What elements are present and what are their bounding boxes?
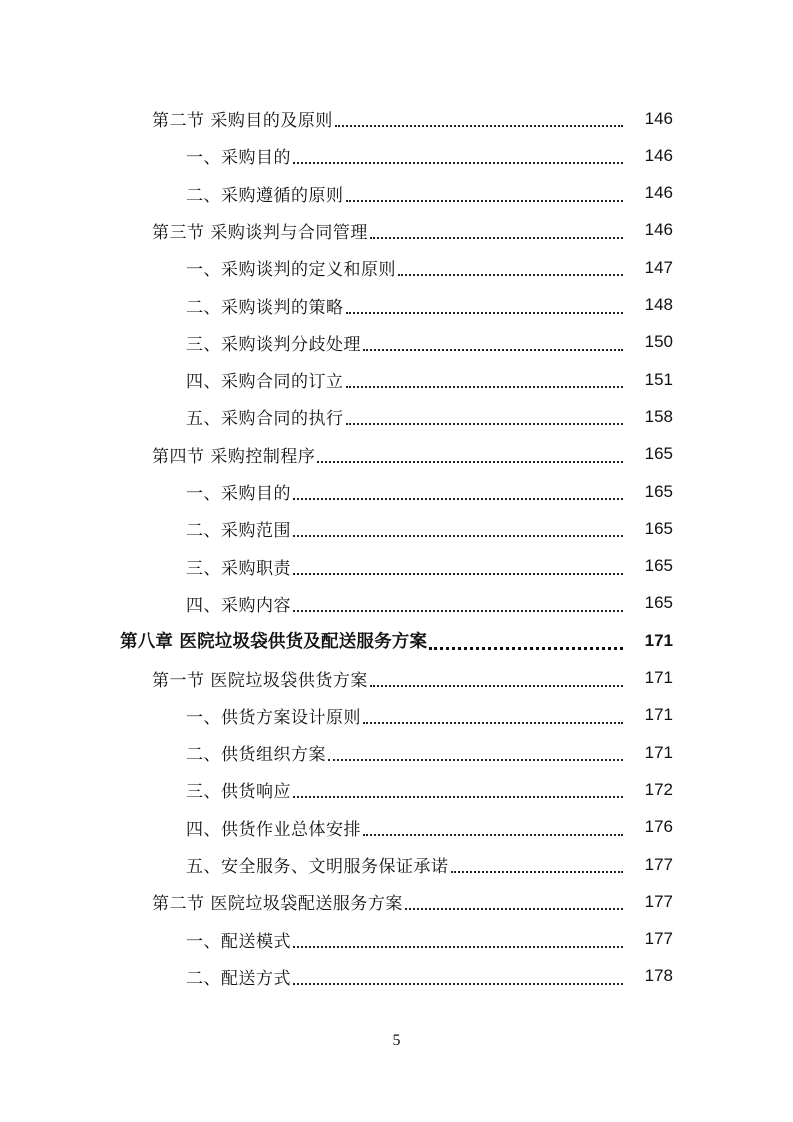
toc-leader-dots	[363, 833, 623, 836]
toc-entry-page: 165	[644, 593, 673, 613]
toc-leader-dots	[398, 273, 623, 276]
toc-entry-page: 178	[644, 966, 673, 986]
toc-subsection-entry[interactable]	[0, 548, 793, 585]
toc-entry-title: 三、采购职责	[186, 558, 291, 579]
toc-leader-dots	[328, 758, 623, 761]
toc-leader-dots	[293, 609, 623, 612]
toc-leader-dots	[346, 199, 624, 202]
toc-entry-title: 二、供货组织方案	[186, 745, 326, 766]
toc-entry-page: 177	[644, 891, 673, 911]
toc-subsection-entry[interactable]	[0, 809, 793, 846]
toc-leader-dots	[346, 311, 624, 314]
toc-entry-page: 165	[644, 481, 673, 501]
toc-entry-title: 五、安全服务、文明服务保证承诺	[186, 857, 449, 877]
toc-entry-title: 一、采购目的	[186, 484, 291, 504]
toc-entry-title: 三、供货响应	[186, 782, 291, 803]
toc-subsection-entry[interactable]	[0, 398, 793, 435]
toc-entry-page: 177	[644, 929, 673, 949]
toc-leader-dots	[293, 945, 623, 948]
toc-subsection-entry[interactable]	[0, 846, 793, 883]
toc-entry-page: 165	[644, 444, 673, 464]
toc-leader-dots	[293, 572, 623, 575]
toc-entry-title: 第一节 医院垃圾袋供货方案	[152, 670, 368, 691]
toc-entry-title: 第八章 医院垃圾袋供货及配送服务方案	[120, 632, 428, 653]
toc-entry-page: 148	[644, 295, 673, 314]
toc-section-entry[interactable]	[0, 436, 793, 473]
toc-leader-dots	[293, 497, 623, 500]
toc-subsection-entry[interactable]	[0, 324, 793, 361]
toc-entry-page: 176	[644, 817, 673, 837]
toc-entry-page: 171	[644, 668, 673, 687]
toc-subsection-entry[interactable]	[0, 249, 793, 286]
toc-subsection-entry[interactable]	[0, 697, 793, 734]
toc-subsection-entry[interactable]	[0, 585, 793, 622]
toc-leader-dots	[293, 795, 623, 798]
toc-entry-page: 151	[644, 369, 673, 389]
toc-subsection-entry[interactable]	[0, 734, 793, 771]
toc-entry-page: 158	[644, 406, 673, 426]
toc-subsection-entry[interactable]	[0, 921, 793, 958]
toc-entry-title: 第二节 采购目的及原则	[152, 111, 333, 131]
toc-entry-title: 一、采购目的	[186, 148, 291, 169]
toc-subsection-entry[interactable]	[0, 771, 793, 808]
toc-entry-page: 146	[644, 145, 673, 165]
toc-entry-page: 146	[644, 220, 673, 240]
toc-entry-title: 四、供货作业总体安排	[186, 819, 361, 840]
toc-leader-dots	[346, 385, 624, 388]
toc-entry-title: 五、采购合同的执行	[186, 409, 344, 430]
toc-entry-page: 146	[644, 108, 673, 128]
toc-subsection-entry[interactable]	[0, 137, 793, 174]
toc-section-entry[interactable]	[0, 100, 793, 137]
toc-leader-dots	[293, 982, 623, 985]
toc-entry-page: 171	[644, 742, 673, 762]
toc-leader-dots	[317, 460, 623, 463]
toc-entry-page: 146	[644, 183, 673, 203]
toc-entry-title: 一、采购谈判的定义和原则	[186, 260, 396, 281]
toc-subsection-entry[interactable]	[0, 958, 793, 995]
toc-leader-dots	[363, 721, 623, 724]
toc-entry-page: 171	[644, 705, 673, 725]
toc-section-entry[interactable]	[0, 883, 793, 920]
toc-entry-page: 147	[644, 257, 673, 277]
toc-entry-page: 150	[644, 332, 673, 352]
toc-entry-page: 172	[644, 779, 673, 799]
toc-section-entry[interactable]	[0, 212, 793, 249]
toc-subsection-entry[interactable]	[0, 473, 793, 510]
toc-entry-title: 二、采购遵循的原则	[186, 185, 344, 206]
toc-entry-title: 二、采购谈判的策略	[186, 297, 344, 318]
toc-leader-dots	[335, 124, 623, 127]
toc-subsection-entry[interactable]	[0, 510, 793, 547]
toc-leader-dots	[293, 161, 623, 164]
toc-leader-dots	[429, 646, 623, 650]
toc-entry-page: 165	[644, 556, 673, 576]
toc-leader-dots	[363, 348, 623, 351]
toc-entry-title: 第四节 采购控制程序	[152, 446, 316, 467]
toc-entry-title: 四、采购合同的订立	[186, 372, 344, 393]
toc-subsection-entry[interactable]	[0, 361, 793, 398]
toc-leader-dots	[346, 422, 624, 425]
toc-entry-page: 165	[644, 518, 673, 538]
toc-entry-page: 177	[644, 854, 673, 874]
toc-leader-dots	[451, 870, 624, 873]
toc-subsection-entry[interactable]	[0, 175, 793, 212]
page-number: 5	[392, 1032, 401, 1049]
toc-entry-title: 一、配送模式	[186, 931, 291, 952]
toc-leader-dots	[370, 684, 623, 687]
toc-entry-title: 三、采购谈判分歧处理	[186, 334, 361, 355]
toc-subsection-entry[interactable]	[0, 287, 793, 324]
toc-entry-title: 二、配送方式	[186, 968, 291, 989]
toc-leader-dots	[293, 534, 623, 537]
toc-section-entry[interactable]	[0, 660, 793, 697]
toc-chapter-entry[interactable]	[0, 622, 793, 659]
toc-leader-dots	[405, 907, 623, 910]
toc-leader-dots	[370, 236, 623, 239]
toc-entry-title: 一、供货方案设计原则	[186, 707, 361, 728]
toc-entry-page: 171	[644, 630, 673, 650]
toc-entry-title: 二、采购范围	[186, 521, 291, 542]
toc-entry-title: 第二节 医院垃圾袋配送服务方案	[152, 894, 403, 915]
toc-entry-title: 四、采购内容	[186, 595, 291, 616]
toc-entry-title: 第三节 采购谈判与合同管理	[152, 222, 368, 243]
